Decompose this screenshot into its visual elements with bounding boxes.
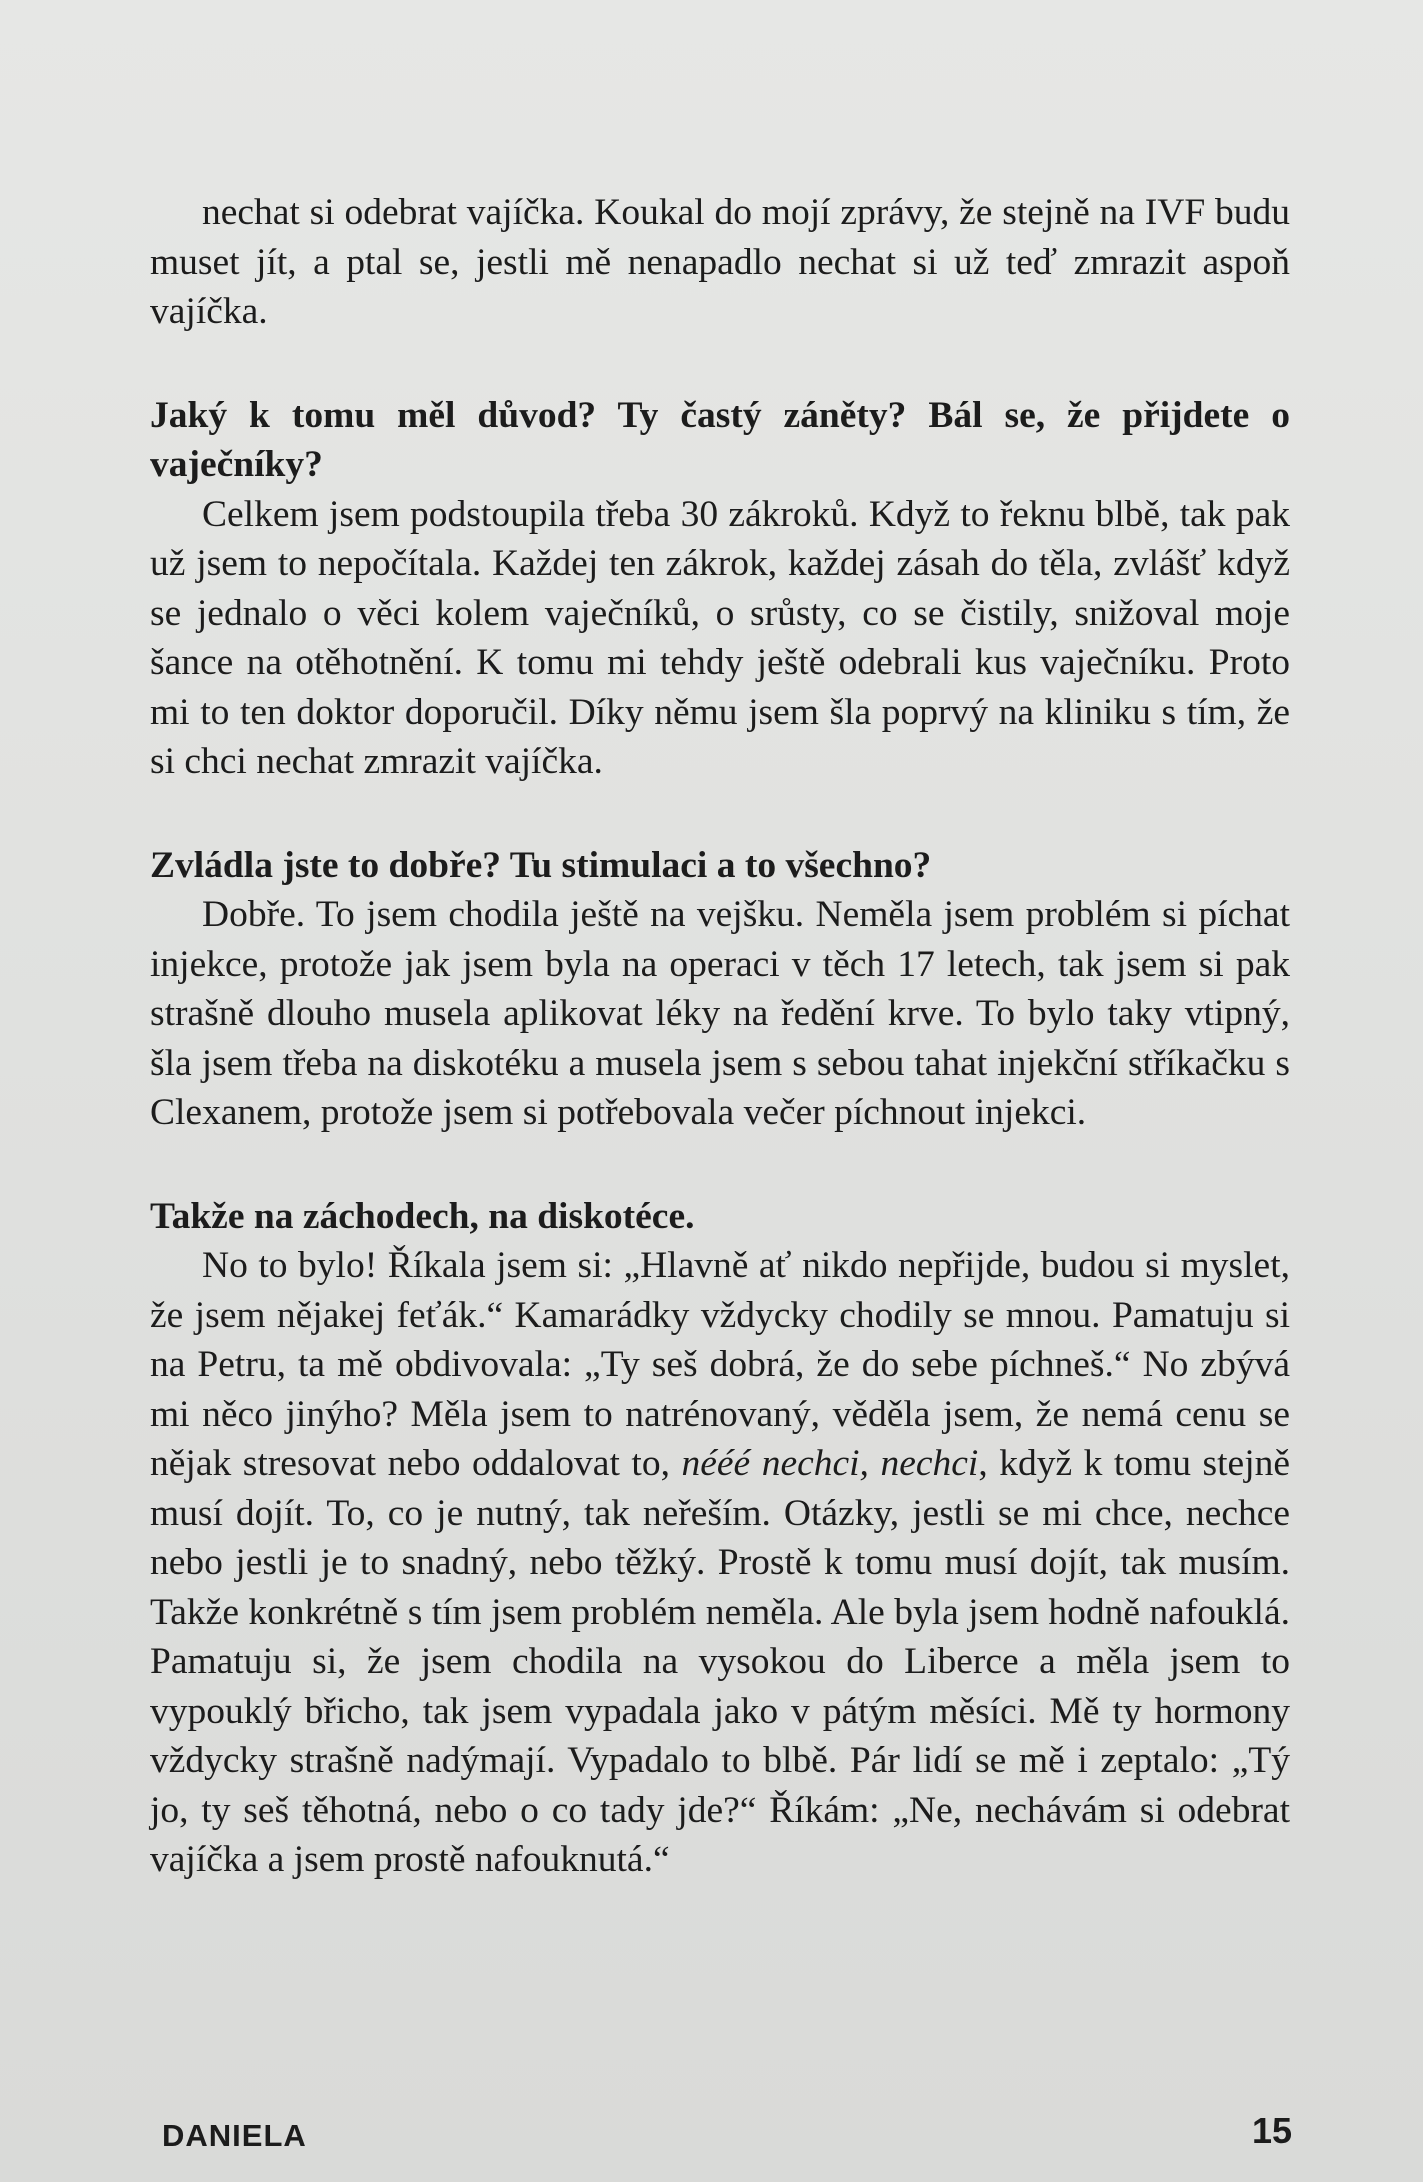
- running-footer: DANIELA: [162, 2118, 307, 2153]
- interview-question-3: Takže na záchodech, na diskotéce.: [150, 1195, 695, 1237]
- page-body: [150, 188, 1290, 1885]
- interview-answer-1: Celkem jsem podstoupila třeba 30 zákroků. Když to řeknu blbě, tak pak už jsem to nepočítala. Každej ten zákrok, každej zásah do těla, zvlášť když se jednalo o věci kolem vaječníků, o srůsty, co se čistily, snižoval moje šance na otěhotnění. K tomu mi tehdy ještě odebrali kus vaječníku. Proto mi to ten doktor doporučil. Díky němu jsem šla poprvý na kliniku s tím, že si chci nechat zmrazit vajíčka.: [150, 493, 1290, 782]
- answer-3-italic-phrase: nééé nechci, nechci: [681, 1443, 979, 1484]
- answer-3-text-start: No to bylo! Říkala jsem si: „Hlavně ať nikdo nepřijde, budou si myslet, že jsem nějakej feťák.“ Kamarádky vždycky chodily se mnou. Pamatuju si na Petru, ta mě obdivovala: „Ty seš dobrá, že do sebe píchneš.“ No zbývá mi něco jinýho? Měla jsem to natrénovaný, věděla jsem, že nemá cenu se nějak stresovat nebo oddalovat to,: [150, 1245, 1290, 1484]
- interview-answer-3: [150, 1241, 1290, 1885]
- paragraph-continued: nechat si odebrat vajíčka. Koukal do mojí zprávy, že stejně na IVF budu muset jít, a ptal se, jestli mě nenapadlo nechat si už teď zmrazit aspoň vajíčka.: [150, 192, 1290, 332]
- interview-question-2: Zvládla jste to dobře? Tu stimulaci a to všechno?: [150, 844, 932, 886]
- page-number: 15: [1251, 2110, 1292, 2151]
- interview-question-1: Jaký k tomu měl důvod? Ty častý záněty? Bál se, že přijdete o vaječníky?: [150, 394, 1290, 485]
- interview-answer-2: Dobře. To jsem chodila ještě na vejšku. Neměla jsem problém si píchat injekce, protože jak jsem byla na operaci v těch 17 letech, tak jsem si pak strašně dlouho musela aplikovat léky na ředění krve. To bylo taky vtipný, šla jsem třeba na diskotéku a musela jsem s sebou tahat injekční stříkačku s Clexanem, protože jsem si potřebovala večer píchnout injekci.: [150, 894, 1290, 1133]
- answer-3-text-end: , když k tomu stejně musí dojít. To, co je nutný, tak neřeším. Otázky, jestli se mi chce, nechce nebo jestli je to snadný, nebo těžký. Prostě k tomu musí dojít, tak musím. Takže konkrétně s tím jsem problém neměla. Ale byla jsem hodně nafouklá. Pamatuju si, že jsem chodila na vysokou do Liberce a měla jsem to vypouklý břicho, tak jsem vypadala jako v pátým měsíci. Mě ty hormony vždycky strašně nadýmají. Vypadalo to blbě. Pár lidí se mě i zeptalo: „Tý jo, ty seš těhotná, nebo o co tady jde?“ Říkám: „Ne, nechávám si odebrat vajíčka a jsem prostě nafouknutá.“: [150, 1443, 1291, 1880]
